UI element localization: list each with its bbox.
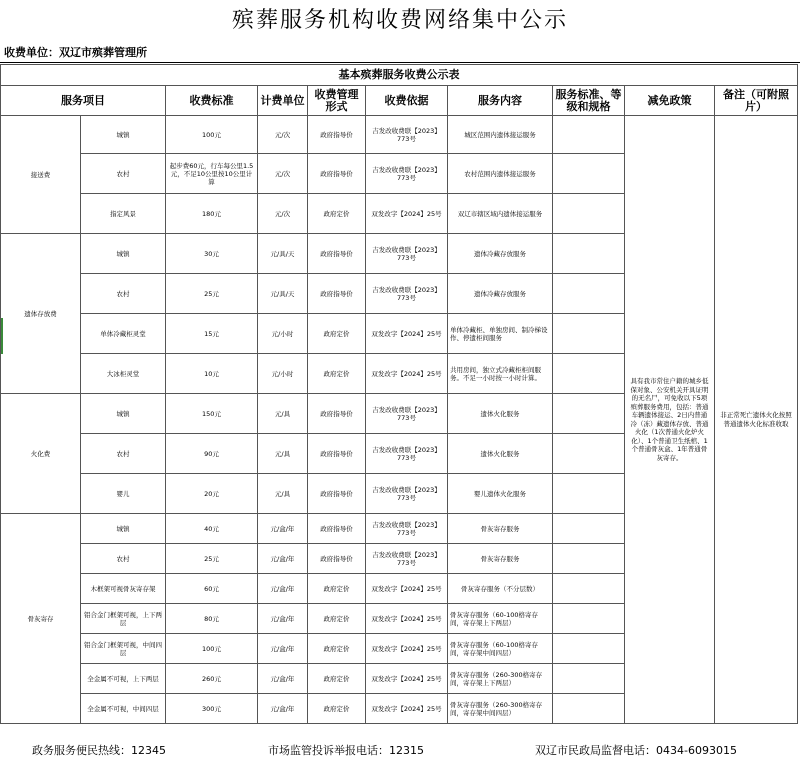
row-unit: 元/具/天 xyxy=(258,234,308,274)
group-ash: 骨灰寄存 xyxy=(1,514,81,724)
row-unit: 元/小时 xyxy=(258,314,308,354)
row-standard xyxy=(553,544,625,574)
row-unit: 元/盒/年 xyxy=(258,544,308,574)
row-fee: 20元 xyxy=(166,474,258,514)
row-unit: 元/具 xyxy=(258,474,308,514)
header-relief: 减免政策 xyxy=(625,86,715,116)
row-standard xyxy=(553,514,625,544)
fee-unit-label: 收费单位：双辽市殡葬管理所 xyxy=(4,46,147,59)
row-standard xyxy=(553,664,625,694)
footer-hotline: 政务服务便民热线：12345 xyxy=(32,744,166,757)
row-mgmt: 政府指导价 xyxy=(308,154,366,194)
row-fee: 260元 xyxy=(166,664,258,694)
row-fee: 300元 xyxy=(166,694,258,724)
header-basis: 收费依据 xyxy=(366,86,448,116)
row-sub: 农村 xyxy=(81,274,166,314)
row-content: 双辽市辖区域内遗体接运服务 xyxy=(448,194,553,234)
header-standard: 服务标准、等级和规格 xyxy=(553,86,625,116)
row-content: 单体冷藏柜、单独房间、制冷梯设作、停遗柜间服务 xyxy=(448,314,553,354)
row-fee: 100元 xyxy=(166,634,258,664)
row-unit: 元/具 xyxy=(258,394,308,434)
row-fee: 25元 xyxy=(166,274,258,314)
row-standard xyxy=(553,116,625,154)
row-unit: 元/盒/年 xyxy=(258,604,308,634)
row-content: 骨灰寄存服务（60-100格寄存间，寄存架上下两层） xyxy=(448,604,553,634)
group-cremation: 火化费 xyxy=(1,394,81,514)
row-mgmt: 政府定价 xyxy=(308,574,366,604)
row-mgmt: 政府指导价 xyxy=(308,434,366,474)
page-title: 殡葬服务机构收费网络集中公示 xyxy=(231,8,568,33)
row-basis: 吉发改收费联【2023】773号 xyxy=(366,514,448,544)
header-remark: 备注（可附照片） xyxy=(715,86,798,116)
divider xyxy=(0,62,800,63)
row-unit: 元/次 xyxy=(258,116,308,154)
row-content: 遗体火化服务 xyxy=(448,434,553,474)
row-fee: 80元 xyxy=(166,604,258,634)
remark-text: 非正常死亡遗体火化按照普通遗体火化标准收取 xyxy=(715,116,798,724)
row-mgmt: 政府定价 xyxy=(308,194,366,234)
table-header-row xyxy=(1,86,798,116)
row-sub: 大冰柜灵堂 xyxy=(81,354,166,394)
row-content: 遗体冷藏存放服务 xyxy=(448,234,553,274)
row-sub: 婴儿 xyxy=(81,474,166,514)
row-fee: 起步费60元，行车每公里1.5元，不足10公里按10公里计算 xyxy=(166,154,258,194)
row-fee: 90元 xyxy=(166,434,258,474)
row-unit: 元/盒/年 xyxy=(258,694,308,724)
row-standard xyxy=(553,194,625,234)
row-sub: 全金属不可视，中间四层 xyxy=(81,694,166,724)
row-mgmt: 政府定价 xyxy=(308,314,366,354)
row-unit: 元/盒/年 xyxy=(258,664,308,694)
row-sub: 城镇 xyxy=(81,234,166,274)
row-content: 婴儿遗体火化服务 xyxy=(448,474,553,514)
row-mgmt: 政府定价 xyxy=(308,694,366,724)
row-standard xyxy=(553,234,625,274)
row-basis: 吉发改收费联【2023】773号 xyxy=(366,116,448,154)
row-unit: 元/盒/年 xyxy=(258,574,308,604)
header-content: 服务内容 xyxy=(448,86,553,116)
row-mgmt: 政府定价 xyxy=(308,634,366,664)
row-fee: 180元 xyxy=(166,194,258,234)
row-mgmt: 政府指导价 xyxy=(308,234,366,274)
row-content: 遗体火化服务 xyxy=(448,394,553,434)
row-unit: 元/盒/年 xyxy=(258,514,308,544)
row-standard xyxy=(553,314,625,354)
row-basis: 吉发改收费联【2023】773号 xyxy=(366,234,448,274)
row-unit: 元/盒/年 xyxy=(258,634,308,664)
row-basis: 双发改字【2024】25号 xyxy=(366,694,448,724)
row-basis: 双发改字【2024】25号 xyxy=(366,634,448,664)
row-basis: 双发改字【2024】25号 xyxy=(366,314,448,354)
row-mgmt: 政府指导价 xyxy=(308,474,366,514)
row-unit: 元/具 xyxy=(258,434,308,474)
row-content: 农村范围内遗体接运服务 xyxy=(448,154,553,194)
row-fee: 15元 xyxy=(166,314,258,354)
row-fee: 100元 xyxy=(166,116,258,154)
row-mgmt: 政府定价 xyxy=(308,604,366,634)
row-mgmt: 政府指导价 xyxy=(308,274,366,314)
table-row xyxy=(1,116,798,154)
row-basis: 双发改字【2024】25号 xyxy=(366,664,448,694)
row-content: 骨灰寄存服务 xyxy=(448,544,553,574)
row-fee: 30元 xyxy=(166,234,258,274)
row-standard xyxy=(553,394,625,434)
row-sub: 城镇 xyxy=(81,394,166,434)
row-basis: 吉发改收费联【2023】773号 xyxy=(366,544,448,574)
row-standard xyxy=(553,634,625,664)
row-basis: 吉发改收费联【2023】773号 xyxy=(366,474,448,514)
row-basis: 吉发改收费联【2023】773号 xyxy=(366,434,448,474)
row-unit: 元/次 xyxy=(258,154,308,194)
row-standard xyxy=(553,694,625,724)
row-standard xyxy=(553,154,625,194)
row-mgmt: 政府指导价 xyxy=(308,116,366,154)
group-storage: 遗体存放费 xyxy=(1,234,81,394)
row-mgmt: 政府指导价 xyxy=(308,544,366,574)
row-sub: 木框架可视骨灰寄存架 xyxy=(81,574,166,604)
row-content: 遗体冷藏存放服务 xyxy=(448,274,553,314)
footer-market-supervision: 市场监管投诉举报电话：12315 xyxy=(268,744,424,757)
relief-policy: 具有我市常住户籍的城乡低保对象、公安机关开具证明的无名尸，可免收以下5项殡葬服务费用，包括：普通车辆遗体接运、2日内普通冷（冻）藏遗体存放、普通火化（1次普通火化炉火化）、1个普通卫生纸棺、1个普通骨灰盒、1年普通骨灰寄存。 xyxy=(625,116,715,724)
row-mgmt: 政府定价 xyxy=(308,354,366,394)
header-fee: 收费标准 xyxy=(166,86,258,116)
row-basis: 双发改字【2024】25号 xyxy=(366,194,448,234)
group-transport: 接送费 xyxy=(1,116,81,234)
row-sub: 农村 xyxy=(81,154,166,194)
row-sub: 城镇 xyxy=(81,116,166,154)
footer-civil-affairs: 双辽市民政局监督电话：0434-6093015 xyxy=(535,744,737,757)
row-fee: 150元 xyxy=(166,394,258,434)
row-fee: 40元 xyxy=(166,514,258,544)
row-standard xyxy=(553,354,625,394)
row-sub: 全金属不可视，上下两层 xyxy=(81,664,166,694)
row-basis: 吉发改收费联【2023】773号 xyxy=(366,274,448,314)
row-sub: 农村 xyxy=(81,434,166,474)
header-unit: 计费单位 xyxy=(258,86,308,116)
row-content: 骨灰寄存服务（260-300格寄存间，寄存架上下两层） xyxy=(448,664,553,694)
row-sub: 铝合金门框架可视，上下两层 xyxy=(81,604,166,634)
header-mgmt: 收费管理形式 xyxy=(308,86,366,116)
row-standard xyxy=(553,274,625,314)
row-content: 骨灰寄存服务 xyxy=(448,514,553,544)
header-item: 服务项目 xyxy=(1,86,166,116)
row-content: 共用房间，独立式冷藏柜柜间服务。不足一小时按一小时计算。 xyxy=(448,354,553,394)
row-mgmt: 政府指导价 xyxy=(308,514,366,544)
row-unit: 元/小时 xyxy=(258,354,308,394)
fee-table xyxy=(0,64,798,724)
row-sub: 铝合金门框架可视，中间四层 xyxy=(81,634,166,664)
row-fee: 60元 xyxy=(166,574,258,604)
row-standard xyxy=(553,574,625,604)
row-fee: 10元 xyxy=(166,354,258,394)
row-basis: 吉发改收费联【2023】773号 xyxy=(366,154,448,194)
table-caption: 基本殡葬服务收费公示表 xyxy=(1,65,798,86)
row-basis: 双发改字【2024】25号 xyxy=(366,354,448,394)
row-content: 骨灰寄存服务（不分层数） xyxy=(448,574,553,604)
row-sub: 指定风景 xyxy=(81,194,166,234)
row-sub: 城镇 xyxy=(81,514,166,544)
row-standard xyxy=(553,434,625,474)
row-unit: 元/具/天 xyxy=(258,274,308,314)
row-unit: 元/次 xyxy=(258,194,308,234)
row-basis: 吉发改收费联【2023】773号 xyxy=(366,394,448,434)
row-content: 骨灰寄存服务（260-300格寄存间，寄存架中间四层） xyxy=(448,694,553,724)
row-standard xyxy=(553,604,625,634)
row-sub: 农村 xyxy=(81,544,166,574)
row-content: 城区范围内遗体接运服务 xyxy=(448,116,553,154)
row-basis: 双发改字【2024】25号 xyxy=(366,574,448,604)
row-mgmt: 政府指导价 xyxy=(308,394,366,434)
row-basis: 双发改字【2024】25号 xyxy=(366,604,448,634)
row-mgmt: 政府定价 xyxy=(308,664,366,694)
row-sub: 单体冷藏柜灵堂 xyxy=(81,314,166,354)
row-content: 骨灰寄存服务（60-100格寄存间，寄存架中间四层） xyxy=(448,634,553,664)
row-standard xyxy=(553,474,625,514)
row-fee: 25元 xyxy=(166,544,258,574)
